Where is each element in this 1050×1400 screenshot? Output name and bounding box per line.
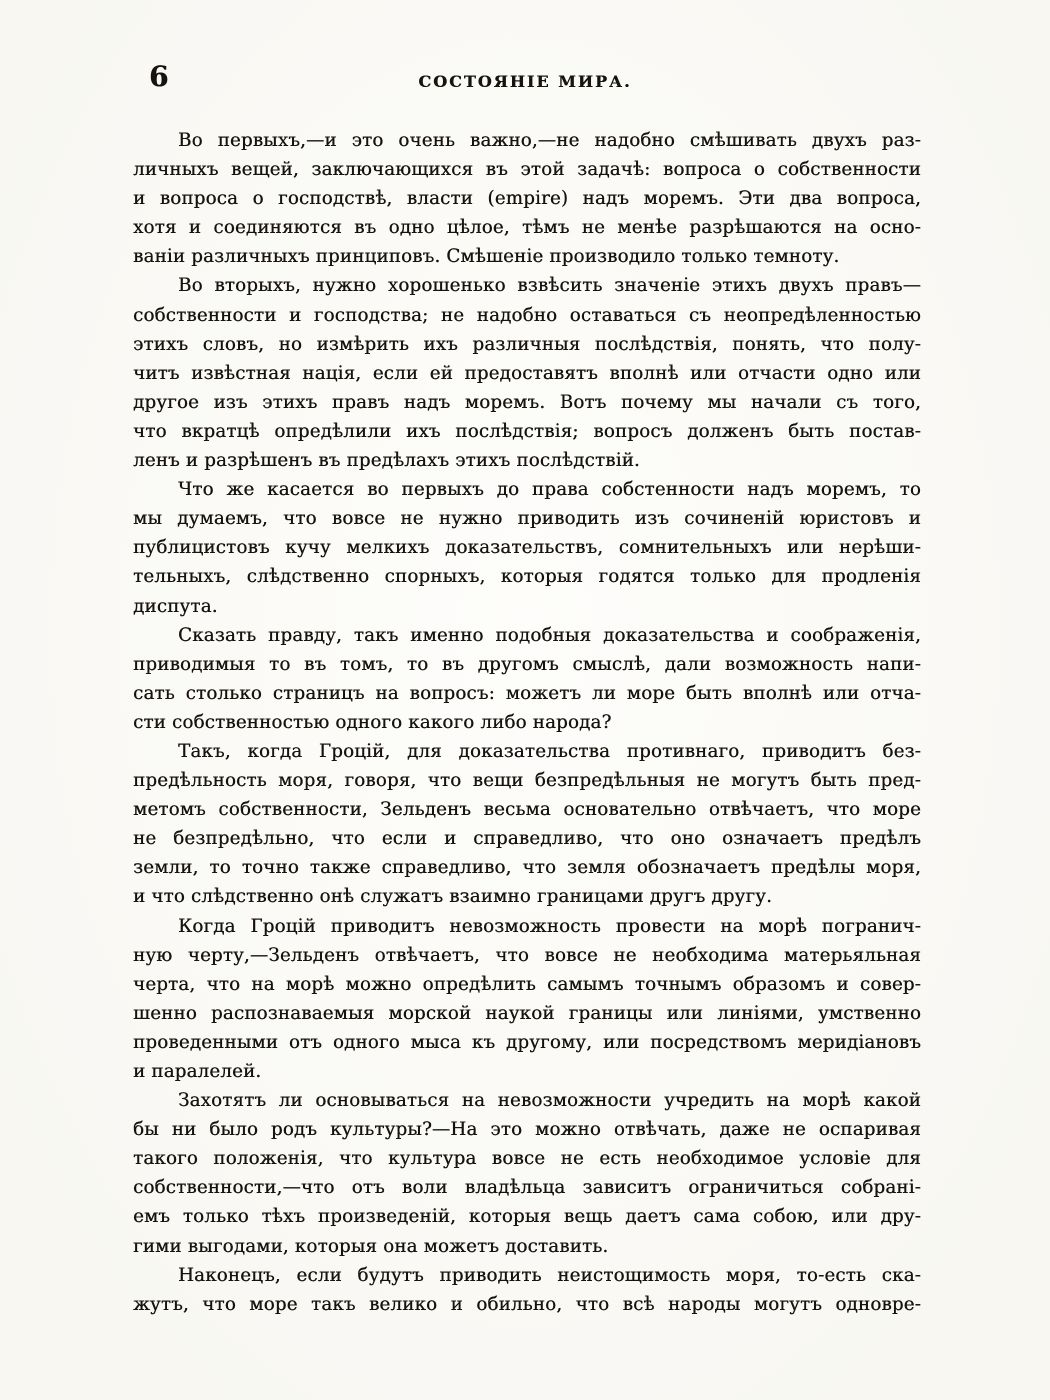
text-line: публицистовъ кучу мелкихъ доказательствъ, сомнительныхъ или нерѣши- xyxy=(133,537,921,559)
paragraph xyxy=(133,271,921,475)
page-number: 6 xyxy=(149,60,169,93)
text-line: ленъ и разрѣшенъ въ предѣлахъ этихъ послѣдствій. xyxy=(133,450,640,472)
text-line: сать столько страницъ на вопросъ: можетъ ли море быть вполнѣ или отча- xyxy=(133,682,921,704)
text-line: жутъ, что море такъ велико и обильно, что всѣ народы могутъ одновре- xyxy=(133,1293,921,1315)
text-line: хотя и соединяются въ одно цѣлое, тѣмъ не менѣе разрѣшаются на осно- xyxy=(133,217,921,239)
text-line: Во вторыхъ, нужно хорошенько взвѣсить значеніе этихъ двухъ правъ— xyxy=(178,275,921,297)
paragraph xyxy=(133,912,921,1087)
text-line: этихъ словъ, но измѣрить ихъ различныя послѣдствія, понять, что полу- xyxy=(133,333,921,355)
text-line: диспута. xyxy=(133,595,218,617)
text-line: собственности,—что отъ воли владѣльца зависитъ ограничиться собрані- xyxy=(133,1177,921,1199)
paragraph xyxy=(133,1086,921,1261)
paragraph xyxy=(133,737,921,912)
text-line: Такъ, когда Гроцій, для доказательства противнаго, приводитъ без- xyxy=(178,740,921,762)
text-line: мы думаемъ, что вовсе не нужно приводить изъ сочиненій юристовъ и xyxy=(133,508,921,530)
text-line: гими выгодами, которыя она можетъ доставить. xyxy=(133,1235,609,1257)
text-line: проведенными отъ одного мыса къ другому, или посредствомъ меридіановъ xyxy=(133,1031,921,1053)
text-line: Когда Гроцій приводитъ невозможность провести на морѣ погранич- xyxy=(178,915,921,937)
text-line: и паралелей. xyxy=(133,1061,262,1082)
text-line: сти собственностью одного какого либо народа? xyxy=(133,711,612,733)
text-line: читъ извѣстная нація, если ей предоставятъ вполнѣ или отчасти одно или xyxy=(133,362,921,384)
text-line: Наконецъ, если будутъ приводить неистощимость моря, то-есть ска- xyxy=(178,1264,921,1286)
text-line: собственности и господства; не надобно оставаться съ неопредѣленностью xyxy=(133,304,921,326)
text-line: ную черту,—Зельденъ отвѣчаетъ, что вовсе не необходима матерьяльная xyxy=(133,944,921,966)
paragraph xyxy=(133,475,921,620)
text-line: бы ни было родъ культуры?—На это можно отвѣчать, даже не оспаривая xyxy=(133,1119,921,1141)
text-line: предѣльность моря, говоря, что вещи безпредѣльныя не могутъ быть пред- xyxy=(133,770,921,792)
text-line: шенно распознаваемыя морской наукой границы или линіями, умственно xyxy=(133,1002,921,1024)
text-line: что вкратцѣ опредѣлили ихъ послѣдствія; вопросъ долженъ быть постав- xyxy=(133,420,921,442)
text-line: не безпредѣльно, что если и справедливо, что оно означаетъ предѣлъ xyxy=(133,828,921,850)
text-line: Во первыхъ,—и это очень важно,—не надобно смѣшивать двухъ раз- xyxy=(178,130,921,151)
text-line: тельныхъ, слѣдственно спорныхъ, которыя годятся только для продленія xyxy=(133,566,921,588)
text-line: такого положенія, что культура вовсе не есть необходимое условіе для xyxy=(133,1148,921,1170)
text-line: приводимыя то въ томъ, то въ другомъ смыслѣ, дали возможность напи- xyxy=(133,653,921,675)
text-block xyxy=(133,126,921,1319)
paragraph xyxy=(133,126,921,271)
text-line: Захотятъ ли основываться на невозможности учредить на морѣ какой xyxy=(178,1090,921,1112)
text-line: емъ только тѣхъ произведеній, которыя вещь даетъ сама собою, или дру- xyxy=(133,1206,921,1228)
text-line: Что же касается во первыхъ до права собстенности надъ моремъ, то xyxy=(178,479,921,501)
running-head: СОСТОЯНІЕ МИРА. xyxy=(418,72,632,91)
paragraph xyxy=(133,621,921,737)
text-line: земли, то точно также справедливо, что земля обозначаетъ предѣлы моря, xyxy=(133,857,921,879)
text-line: другое изъ этихъ правъ надъ моремъ. Вотъ почему мы начали съ того, xyxy=(133,391,921,413)
text-line: личныхъ вещей, заключающихся въ этой задачѣ: вопроса о собственности xyxy=(133,159,921,181)
text-line: и вопроса о господствѣ, власти (empire) надъ моремъ. Эти два вопроса, xyxy=(133,188,921,210)
text-line: Сказать правду, такъ именно подобныя доказательства и соображенія, xyxy=(178,624,921,646)
paragraph xyxy=(133,1261,921,1319)
text-line: метомъ собственности, Зельденъ весьма основательно отвѣчаетъ, что море xyxy=(133,799,921,821)
text-line: и что слѣдственно онѣ служатъ взаимно границами другъ другу. xyxy=(133,886,773,908)
text-line: черта, что на морѣ можно опредѣлить самымъ точнымъ образомъ и совер- xyxy=(133,973,921,995)
text-line: ваніи различныхъ принциповъ. Смѣшеніе производило только темноту. xyxy=(133,246,840,268)
